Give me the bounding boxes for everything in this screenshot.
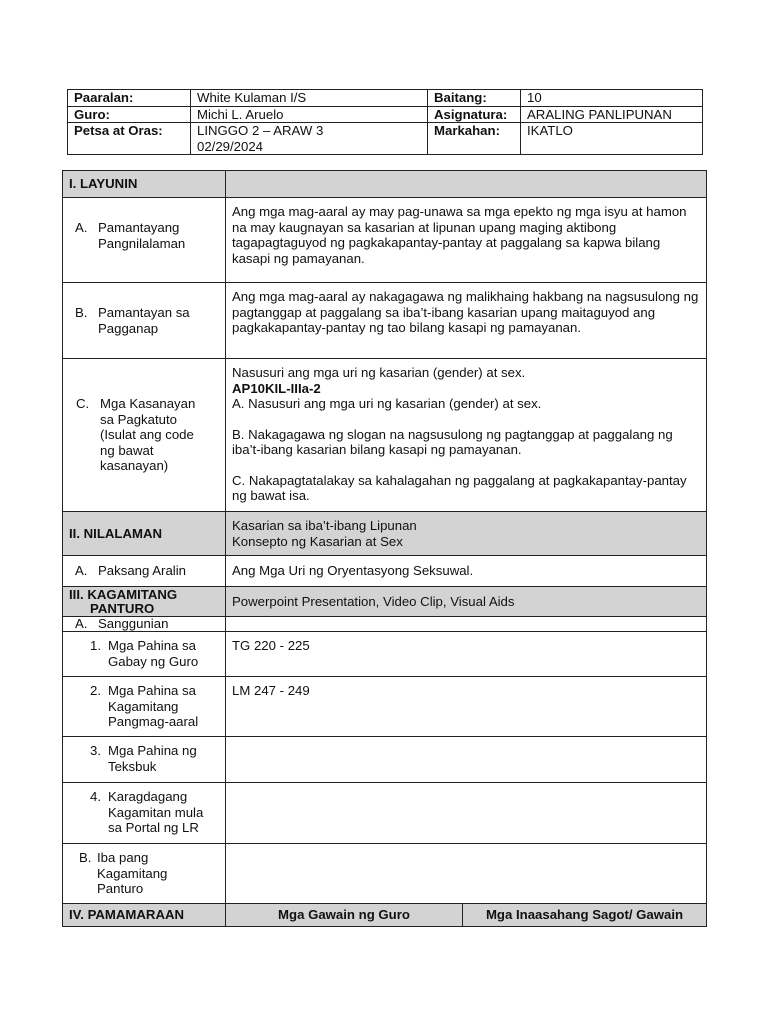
row-sanggunian-item — [63, 737, 707, 783]
content-text: Ang mga mag-aaral ay may pag-unawa sa mga epekto ng mga isyu at hamon na may kaugnayan sa kasarian at lipunan upang maging aktibong tagapagtaguyod ng pagkakapantay-pantay at paggalang sa kapwa bilang kasapi ng pamayanan. — [226, 198, 707, 283]
content-cell — [226, 512, 707, 556]
label-line: Kagamitang — [108, 698, 179, 714]
row-label — [63, 783, 226, 844]
content-text: LM 247 - 249 — [226, 677, 707, 737]
row-label — [63, 198, 226, 283]
row-iba-pang-kagamitan — [63, 844, 707, 904]
item-letter: B. — [79, 850, 92, 865]
content-text: Ang Mga Uri ng Oryentasyong Seksuwal. — [226, 556, 707, 587]
header-row — [68, 106, 703, 123]
column-header: Mga Inaasahang Sagot/ Gawain — [463, 904, 707, 927]
row-label — [63, 556, 226, 587]
content-cell — [226, 359, 707, 512]
header-value: Michi L. Aruelo — [191, 106, 428, 123]
column-header: Mga Gawain ng Guro — [226, 904, 463, 927]
row-label — [63, 844, 226, 904]
competency-code: AP10KIL-IIIa-2 — [232, 380, 321, 396]
objective-b: B. Nakagagawa ng slogan na nagsusulong ng pagtanggap at paggalang ng iba’t-ibang kasarian bilang kasapi ng pamayanan. — [232, 426, 673, 457]
header-info-table — [67, 89, 703, 155]
item-number: 3. — [90, 743, 101, 758]
section-title — [63, 587, 226, 617]
section-title: II. NILALAMAN — [63, 512, 226, 556]
label-line: Mga Pahina ng — [108, 743, 197, 758]
label-line: Pamantayan sa — [98, 305, 190, 320]
lesson-plan-table — [62, 170, 707, 927]
header-value: White Kulaman I/S — [191, 90, 428, 107]
header-label: Paaralan: — [68, 90, 191, 107]
header-label: Petsa at Oras: — [68, 123, 191, 155]
label-line: Pangmag-aaral — [108, 714, 199, 729]
row-mga-kasanayan — [63, 359, 707, 512]
row-label — [63, 617, 226, 632]
row-label — [63, 359, 226, 512]
date-line: LINGGO 2 – ARAW 3 — [197, 123, 324, 138]
content-text — [226, 783, 707, 844]
row-sanggunian-item — [63, 677, 707, 737]
content-text: Ang mga mag-aaral ay nakagagawa ng malikhaing hakbang na nagsusulong ng pagtanggap at paggalang sa iba’t-ibang kasarian upang maitaguyod ang pagkakapantay-pantay ng tao bilang kasapi ng pamayanan. — [226, 283, 707, 359]
label-line: Pagganap — [98, 320, 159, 336]
header-label: Markahan: — [428, 123, 521, 155]
section-title-line: PANTURO — [90, 601, 155, 616]
label-line: Gabay ng Guro — [108, 653, 199, 669]
label-line: Mga Pahina sa — [108, 638, 196, 653]
label-line: sa Portal ng LR — [108, 820, 199, 835]
item-letter: C. — [76, 396, 90, 411]
section-title: IV. PAMAMARAAN — [63, 904, 226, 927]
label-line: Mga Kasanayan — [100, 396, 196, 411]
objective-c: C. Nakapagtatalakay sa kahalagahan ng paggalang at pagkakapantay-pantay ng bawat isa. — [232, 472, 687, 503]
item-number: 2. — [90, 683, 101, 698]
label-line: (Isulat ang code — [100, 427, 194, 442]
content-blank — [226, 617, 707, 632]
section-row-kagamitan — [63, 587, 707, 617]
label-line: Kagamitan mula — [108, 804, 204, 820]
label-line: Paksang Aralin — [98, 563, 186, 579]
header-value: 10 — [521, 90, 703, 107]
header-label: Baitang: — [428, 90, 521, 107]
item-letter: A. — [75, 220, 88, 235]
row-pamantayan-sa-pagganap — [63, 283, 707, 359]
header-label: Guro: — [68, 106, 191, 123]
label-line: Mga Pahina sa — [108, 683, 196, 698]
content-blank — [226, 844, 707, 904]
date-line: 02/29/2024 — [197, 138, 264, 154]
item-letter: A. — [75, 563, 88, 579]
objective-a: A. Nasusuri ang mga uri ng kasarian (gender) at sex. — [232, 396, 542, 411]
section-blank — [226, 171, 707, 198]
label-line: Karagdagang — [108, 789, 188, 804]
item-letter: A. — [75, 616, 88, 631]
section-row-nilalaman — [63, 512, 707, 556]
label-line: Panturo — [97, 881, 144, 896]
row-pamantayang-pangnilalaman — [63, 198, 707, 283]
section-title-line: III. KAGAMITANG — [69, 587, 178, 602]
row-sanggunian — [63, 617, 707, 632]
header-value — [191, 123, 428, 155]
section-row-layunin — [63, 171, 707, 198]
competency-text: Nasusuri ang mga uri ng kasarian (gender) at sex. — [232, 365, 526, 380]
header-value: ARALING PANLIPUNAN — [521, 106, 703, 123]
row-label — [63, 677, 226, 737]
label-line: ng bawat — [100, 442, 154, 458]
content-line: Konsepto ng Kasarian at Sex — [232, 533, 403, 549]
label-line: Teksbuk — [108, 758, 157, 774]
label-line: kasanayan) — [100, 458, 169, 473]
label-line: Pamantayang — [98, 220, 180, 235]
label-line: Kagamitang — [97, 865, 168, 881]
content-text: Powerpoint Presentation, Video Clip, Visual Aids — [226, 587, 707, 617]
section-title: I. LAYUNIN — [63, 171, 226, 198]
item-letter: B. — [75, 305, 88, 320]
label-line: sa Pagkatuto — [100, 411, 177, 427]
label-line: Iba pang — [97, 850, 149, 865]
section-row-pamamaraan — [63, 904, 707, 927]
header-value: IKATLO — [521, 123, 703, 155]
label-line: Pangnilalaman — [98, 235, 186, 251]
label-line: Sanggunian — [98, 616, 169, 631]
header-row — [68, 123, 703, 155]
header-label: Asignatura: — [428, 106, 521, 123]
content-line: Kasarian sa iba’t-ibang Lipunan — [232, 518, 417, 533]
row-paksang-aralin — [63, 556, 707, 587]
row-sanggunian-item — [63, 632, 707, 677]
header-row — [68, 90, 703, 107]
item-number: 1. — [90, 638, 101, 653]
item-number: 4. — [90, 789, 101, 804]
row-label — [63, 737, 226, 783]
row-label — [63, 283, 226, 359]
row-sanggunian-item — [63, 783, 707, 844]
row-label — [63, 632, 226, 677]
content-text — [226, 737, 707, 783]
content-text: TG 220 - 225 — [226, 632, 707, 677]
